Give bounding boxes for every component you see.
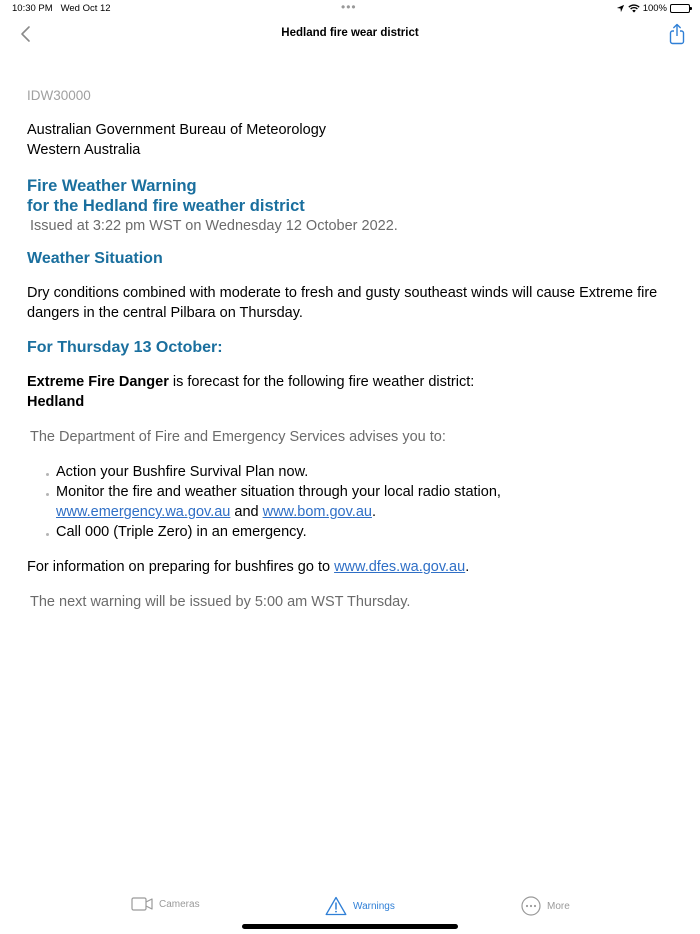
product-id: IDW30000 xyxy=(27,88,91,103)
status-bar xyxy=(0,0,700,18)
district-name xyxy=(27,392,677,412)
bom-link[interactable]: www.bom.gov.au xyxy=(262,504,372,520)
dfes-link[interactable]: www.dfes.wa.gov.au xyxy=(334,559,466,575)
tab-warnings[interactable] xyxy=(325,896,395,916)
tab-cameras-label: Cameras xyxy=(159,898,200,910)
warning-title-line-2: for the Hedland fire weather district xyxy=(27,197,305,215)
list-item: Call 000 (Triple Zero) in an emergency. xyxy=(46,522,677,542)
next-warning: The next warning will be issued by 5:00 am WST Thursday. xyxy=(30,594,411,610)
navigation-bar xyxy=(0,18,700,50)
danger-text: is forecast for the following fire weather district: xyxy=(168,374,475,390)
battery-icon xyxy=(670,4,690,13)
issuer-line-1: Australian Government Bureau of Meteorology xyxy=(27,122,327,138)
action-2-and: and xyxy=(230,504,263,520)
video-camera-icon xyxy=(131,896,153,912)
status-time-date xyxy=(12,3,111,14)
tab-more-label: More xyxy=(547,900,570,912)
info-paragraph xyxy=(27,557,677,577)
issued-time: Issued at 3:22 pm WST on Wednesday 12 October 2022. xyxy=(30,218,398,234)
location-icon xyxy=(616,4,625,13)
danger-rating: Extreme Fire Danger xyxy=(27,374,169,390)
tab-warnings-label: Warnings xyxy=(353,900,395,912)
action-list xyxy=(46,462,677,542)
warning-triangle-icon xyxy=(325,896,347,916)
tab-cameras[interactable] xyxy=(131,896,200,912)
status-indicators xyxy=(616,3,690,14)
status-date: Wed Oct 12 xyxy=(60,3,111,14)
multitasking-dots-icon[interactable]: ••• xyxy=(341,0,357,14)
danger-statement xyxy=(27,372,677,392)
info-end: . xyxy=(465,559,470,575)
battery-percent: 100% xyxy=(642,3,667,14)
warning-title-line-1: Fire Weather Warning xyxy=(27,177,197,195)
share-icon[interactable] xyxy=(668,23,686,45)
more-ellipsis-icon xyxy=(521,896,541,916)
warning-title xyxy=(27,176,677,216)
situation-heading: Weather Situation xyxy=(27,250,163,267)
day-heading: For Thursday 13 October: xyxy=(27,339,223,356)
status-time: 10:30 PM xyxy=(12,3,53,14)
list-item xyxy=(46,482,677,522)
issuer-line-2: Western Australia xyxy=(27,142,141,158)
home-indicator[interactable] xyxy=(242,924,458,929)
info-text: For information on preparing for bushfires go to xyxy=(27,559,335,575)
tab-more[interactable] xyxy=(521,896,570,916)
wifi-icon xyxy=(628,4,640,13)
list-item: Action your Bushfire Survival Plan now. xyxy=(46,462,677,482)
advice-intro: The Department of Fire and Emergency Services advises you to: xyxy=(30,429,446,445)
issuer xyxy=(27,120,677,160)
page-title: Hedland fire wear district xyxy=(281,27,419,39)
action-2-text: Monitor the fire and weather situation through your local radio station, xyxy=(56,484,501,500)
district-label: Hedland xyxy=(27,394,85,410)
action-2-end: . xyxy=(371,504,376,520)
warning-content xyxy=(27,87,677,612)
situation-text: Dry conditions combined with moderate to fresh and gusty southeast winds will cause Extreme fire dangers in the central Pilbara on Thursday. xyxy=(27,285,658,321)
emergency-link[interactable]: www.emergency.wa.gov.au xyxy=(56,504,231,520)
